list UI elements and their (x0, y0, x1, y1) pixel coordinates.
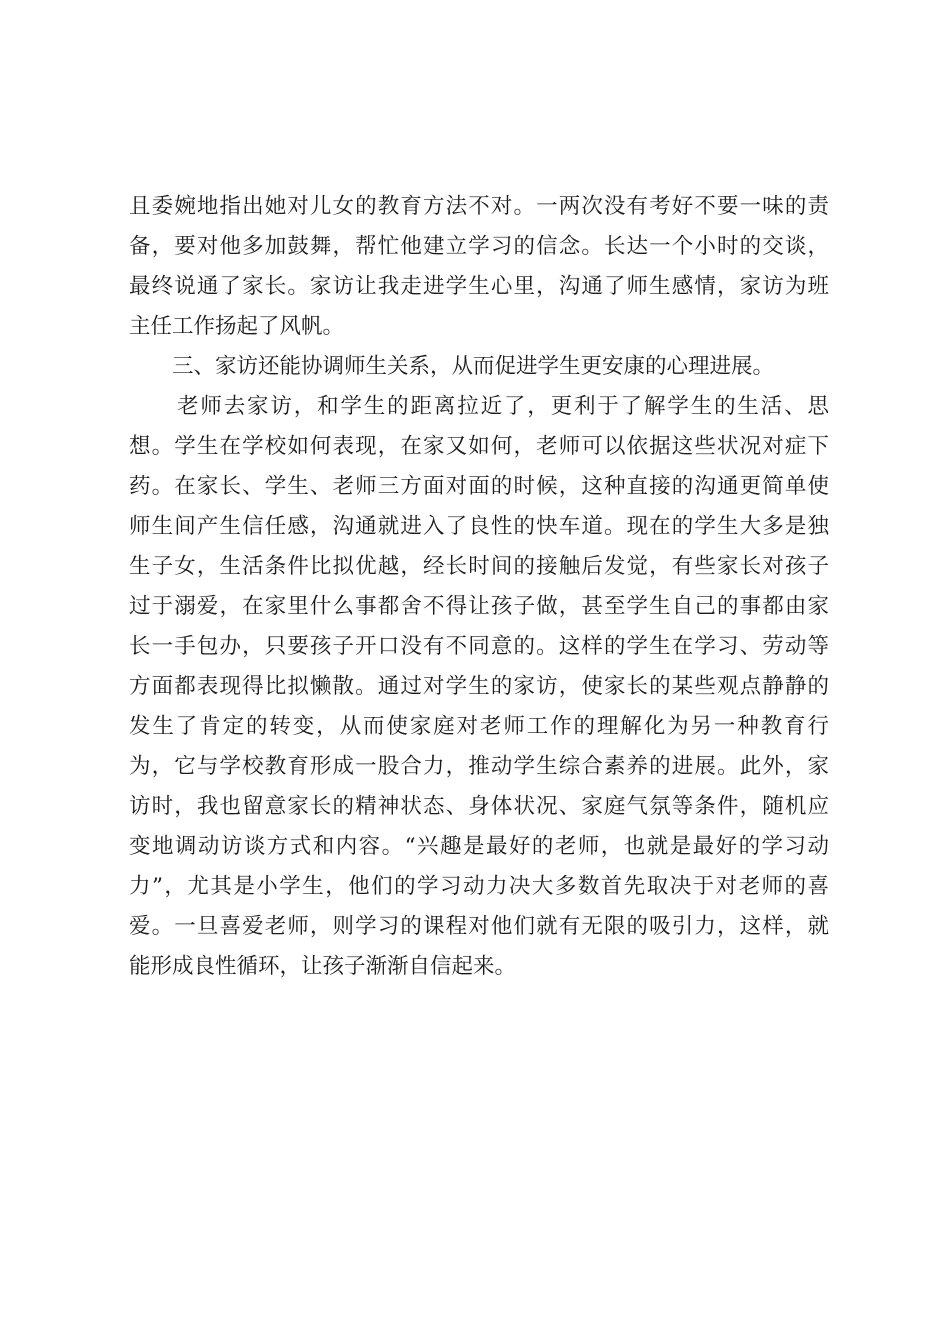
text-line: 备，要对他多加鼓舞，帮忙他建立学习的信念。长达一个小时的交谈， (129, 234, 829, 259)
text-line: 力”，尤其是小学生，他们的学习动力决大多数首先取决于对老师的喜 (129, 874, 829, 899)
section-heading (129, 347, 829, 387)
text-line: 最终说通了家长。家访让我走进学生心里，沟通了师生感情，家访为班 (129, 274, 829, 299)
paragraph-1 (129, 187, 829, 347)
text-line: 生子女，生活条件比拟优越，经长时间的接触后发觉，有些家长对孩子 (129, 554, 829, 579)
text-line: 想。学生在学校如何表现，在家又如何，老师可以依据这些状况对症下 (129, 434, 829, 459)
text-line: 访时，我也留意家长的精神状态、身体状况、家庭气氛等条件，随机应 (129, 794, 829, 819)
document-body (129, 187, 829, 987)
text-line: 主任工作扬起了风帆。 (129, 314, 345, 339)
text-line: 三、家访还能协调师生关系，从而促进学生更安康的心理进展。 (172, 354, 775, 379)
text-line: 且委婉地指出她对儿女的教育方法不对。一两次没有考好不要一味的责 (129, 194, 829, 219)
text-line: 爱。一旦喜爱老师，则学习的课程对他们就有无限的吸引力，这样，就 (129, 914, 829, 939)
text-line: 老师去家访，和学生的距离拉近了，更利于了解学生的生活、思 (177, 394, 829, 419)
text-line: 变地调动访谈方式和内容。“兴趣是最好的老师，也就是最好的学习动 (129, 834, 829, 859)
text-line: 为，它与学校教育形成一股合力，推动学生综合素养的进展。此外，家 (129, 754, 829, 779)
text-line: 方面都表现得比拟懒散。通过对学生的家访，使家长的某些观点静静的 (129, 674, 829, 699)
text-line: 药。在家长、学生、老师三方面对面的时候，这种直接的沟通更简单使 (129, 474, 829, 499)
text-line: 长一手包办，只要孩子开口没有不同意的。这样的学生在学习、劳动等 (129, 634, 829, 659)
text-line: 发生了肯定的转变，从而使家庭对老师工作的理解化为另一种教育行 (129, 714, 829, 739)
paragraph-3 (129, 387, 829, 987)
text-line: 能形成良性循环，让孩子渐渐自信起来。 (129, 954, 517, 979)
text-line: 过于溺爱，在家里什么事都舍不得让孩子做，甚至学生自己的事都由家 (129, 594, 829, 619)
text-line: 师生间产生信任感，沟通就进入了良性的快车道。现在的学生大多是独 (129, 514, 829, 539)
